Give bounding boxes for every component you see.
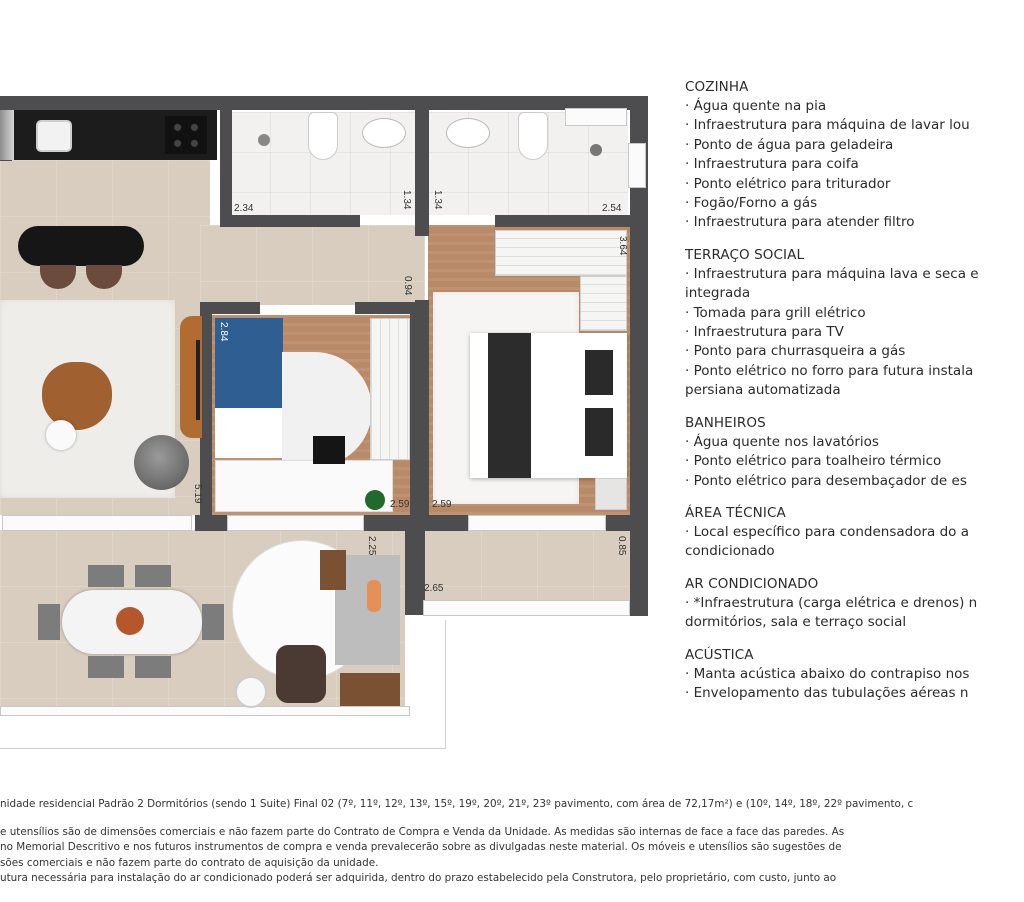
spec-item: · Infraestrutura para coifa — [685, 156, 859, 173]
wall-bath2-bottom — [495, 215, 635, 227]
chair-5 — [38, 604, 60, 640]
wall-bath-divider — [415, 96, 429, 236]
dim-tech-depth: 0.85 — [616, 536, 627, 556]
desk-chair — [313, 436, 345, 464]
chair-1 — [88, 565, 124, 587]
disclaimer-line: no Memorial Descritivo e nos futuros instrumentos de compra e venda prevalecerão sobre as divulgadas neste material. Os móveis e utensílios são sugestões de — [0, 841, 842, 854]
plant-icon — [365, 490, 385, 510]
basin-1 — [362, 118, 406, 148]
dim-terrace-depth: 2.25 — [366, 536, 377, 556]
spec-item: integrada — [685, 285, 751, 302]
fridge — [0, 110, 14, 160]
spec-item: · Infraestrutura para atender filtro — [685, 214, 915, 231]
spec-item: persiana automatizada — [685, 382, 841, 399]
spec-item: · Ponto elétrico para toalheiro térmico — [685, 453, 942, 470]
window-bath2-side — [628, 143, 646, 188]
footer-notes — [0, 797, 1024, 886]
dim-bath1-depth: 1.34 — [401, 190, 412, 210]
spec-item: dormitórios, sala e terraço social — [685, 614, 907, 631]
dim-bath2-width: 2.54 — [602, 203, 622, 214]
wall-bath1-left — [220, 96, 232, 226]
spec-section-technical-area — [685, 504, 1024, 562]
side-table — [46, 420, 76, 450]
spec-item: · Ponto de água para geladeira — [685, 136, 894, 153]
spec-section-acoustics — [685, 646, 1024, 704]
hall-floor — [200, 225, 425, 305]
tv — [196, 340, 200, 420]
side-table-1 — [320, 550, 346, 590]
toilet-2 — [518, 112, 548, 160]
spec-item: · Envelopamento das tubulações aéreas n — [685, 684, 969, 701]
section-title: AR CONDICIONADO — [685, 575, 819, 592]
spec-item: · Infraestrutura para TV — [685, 324, 844, 341]
basin-2 — [446, 118, 490, 148]
spec-item: · Água quente na pia — [685, 98, 827, 114]
spec-item: · Água quente nos lavatórios — [685, 433, 879, 450]
window-bath2 — [565, 108, 627, 126]
dim-suite-width: 2.59 — [432, 499, 452, 510]
bed-throw — [488, 333, 531, 478]
spec-section-air-conditioning — [685, 575, 1024, 633]
window-bedroom — [227, 515, 364, 531]
wall-bath1-bottom — [220, 215, 360, 227]
bedroom-wardrobe — [370, 318, 410, 460]
wall-tech-left — [405, 515, 425, 615]
section-title: BANHEIROS — [685, 414, 766, 431]
spec-item: · Infraestrutura para máquina lava e seca e — [685, 265, 979, 282]
spec-item: condicionado — [685, 543, 775, 560]
chair-6 — [202, 604, 224, 640]
suite-closet-side — [580, 276, 627, 331]
spec-item: · Local específico para condensadora do a — [685, 523, 969, 540]
shower-drain-icon-2 — [590, 144, 602, 156]
pouf — [134, 435, 189, 490]
chair-3 — [88, 656, 124, 678]
cooktop-icon — [165, 116, 207, 154]
armchair — [276, 645, 326, 703]
nightstand — [595, 478, 627, 510]
spec-section-terrace — [685, 246, 1024, 401]
spec-section-bathrooms — [685, 414, 1024, 491]
spec-item: · Ponto elétrico para desembaçador de es — [685, 472, 967, 489]
dim-closet-depth: 3.64 — [617, 236, 628, 256]
spec-item: · Tomada para grill elétrico — [685, 304, 866, 321]
spec-item: · *Infraestrutura (carga elétrica e drenos) n — [685, 594, 978, 611]
disclaimer-line: e utensílios são de dimensões comerciais e não fazem parte do Contrato de Compra e Venda da Unidade. As medidas são internas de face a face das paredes. As — [0, 826, 845, 839]
chair-2 — [135, 565, 171, 587]
table-centerpiece — [116, 607, 144, 635]
section-title: TERRAÇO SOCIAL — [685, 246, 805, 263]
section-title: ACÚSTICA — [685, 646, 754, 663]
specs-list — [685, 78, 1024, 716]
kitchen-sink-icon — [36, 120, 72, 152]
pillow-1 — [585, 350, 613, 395]
disclaimer-line: utura necessária para instalação do ar condicionado poderá ser adquirida, dentro do prazo estabelecido pela Construtora, pelo proprietário, com custo, junto ao — [0, 871, 837, 884]
side-table-2 — [340, 673, 400, 706]
sofa-cushion — [367, 580, 381, 612]
chair-4 — [135, 656, 171, 678]
window-suite — [468, 515, 606, 531]
toilet-1 — [308, 112, 338, 160]
spec-item: · Infraestrutura para máquina de lavar lou — [685, 117, 970, 134]
spec-item: · Ponto elétrico para triturador — [685, 175, 891, 192]
dim-bath1-width: 2.34 — [234, 203, 254, 214]
section-title: ÁREA TÉCNICA — [685, 504, 786, 521]
pillow-2 — [585, 408, 613, 456]
shower-drain-icon — [258, 134, 270, 146]
unit-description: nidade residencial Padrão 2 Dormitórios (sendo 1 Suite) Final 02 (7º, 11º, 12º, 13º, 15º, 19º, 20º, 21º, 23º pavimento, com área de 72,17m²) e (10º, 14º, 18º, 22º pavimento, c — [0, 798, 914, 810]
dim-bedroom1-depth: 2.84 — [218, 322, 229, 342]
spec-section-kitchen — [685, 78, 1024, 233]
disclaimer-line: sões comerciais e não fazem parte do contrato de aquisição da unidade. — [0, 856, 379, 869]
wall-top — [0, 96, 648, 110]
suite-closet — [495, 230, 627, 276]
technical-area-floor — [425, 530, 630, 600]
coffee-table — [42, 362, 112, 430]
dim-hall-width: 0.94 — [402, 276, 413, 296]
spec-item: · Ponto elétrico no forro para futura instala — [685, 362, 974, 379]
dim-tech-width: 2.65 — [424, 583, 444, 594]
section-title: COZINHA — [685, 79, 749, 95]
dim-bedroom1-width: 2.59 — [390, 499, 410, 510]
dim-bath2-depth: 1.34 — [432, 190, 443, 210]
wall-bedroom-right — [410, 302, 428, 530]
window-tech — [423, 600, 630, 616]
spec-item: · Fogão/Forno a gás — [685, 195, 818, 212]
dim-living-depth: 5.19 — [192, 484, 203, 504]
spec-item: · Ponto para churrasqueira a gás — [685, 343, 906, 360]
window-living — [2, 515, 192, 531]
plant-pot — [235, 676, 267, 708]
spec-item: · Manta acústica abaixo do contrapiso nos — [685, 665, 970, 682]
kitchen-island — [18, 226, 144, 266]
